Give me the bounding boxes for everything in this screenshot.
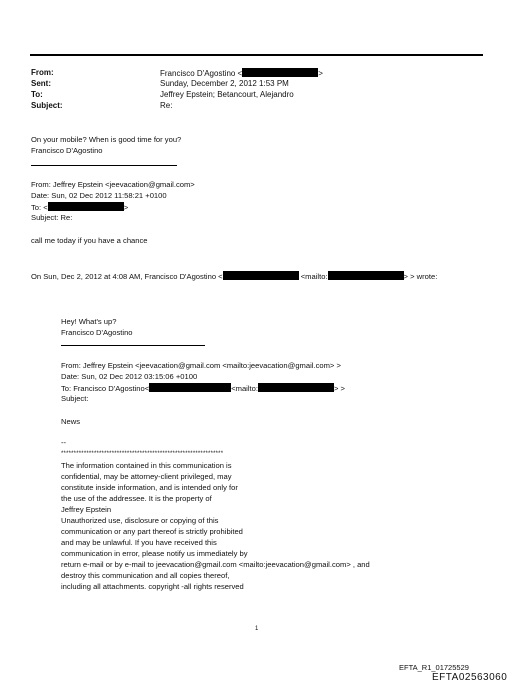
body-signature: Francisco D'Agostino	[31, 146, 103, 155]
quote3-from: From: Jeffrey Epstein <jeevacation@gmail.com <mailto:jeevacation@gmail.com> >	[61, 361, 341, 370]
quote2-signature: Francisco D'Agostino	[61, 328, 133, 337]
wrote-suffix: > > wrote:	[403, 272, 438, 281]
quote3-subject: Subject:	[61, 394, 89, 403]
subject-label: Subject:	[31, 101, 63, 110]
quote1-from: From: Jeffrey Epstein <jeevacation@gmail.com>	[31, 180, 195, 189]
quote3-to-mailto: <mailto:	[231, 384, 258, 393]
page-number: 1	[255, 626, 259, 632]
quote1-subject: Subject: Re:	[31, 213, 73, 222]
sent-row	[31, 79, 51, 89]
from-value	[160, 68, 323, 79]
bates-number-large: EFTA02563060	[432, 672, 508, 683]
disclaimer-line: The information contained in this communication is	[61, 461, 232, 470]
disclaimer-line: Unauthorized use, disclosure or copying of this	[61, 516, 219, 525]
quote1-to-prefix: To: <	[31, 203, 48, 212]
to-value: Jeffrey Epstein; Betancourt, Alejandro	[160, 90, 294, 99]
sent-label: Sent:	[31, 79, 51, 88]
quote3-to-suffix: > >	[334, 384, 345, 393]
redaction-block	[242, 68, 318, 77]
quote1-to	[31, 202, 128, 213]
from-name: Francisco D'Agostino <	[160, 69, 243, 78]
wrote-mailto: <mailto:	[300, 272, 328, 281]
quote3-date: Date: Sun, 02 Dec 2012 03:15:06 +0100	[61, 372, 198, 381]
disclaimer-line: constitute inside information, and is intended only for	[61, 483, 238, 492]
wrote-line	[31, 271, 437, 282]
disclaimer-line: communication in error, please notify us immediately by	[61, 549, 248, 558]
sent-value: Sunday, December 2, 2012 1:53 PM	[160, 79, 289, 88]
subject-row	[31, 101, 63, 111]
from-row	[31, 68, 54, 78]
from-suffix: >	[318, 69, 323, 78]
redaction-block	[223, 271, 299, 280]
redaction-block	[48, 202, 124, 211]
separator-2	[61, 345, 205, 346]
redaction-block	[328, 271, 404, 280]
quote1-date: Date: Sun, 02 Dec 2012 11:58:21 +0100	[31, 191, 167, 200]
redaction-block	[149, 383, 231, 392]
signature-dashes: --	[61, 438, 67, 447]
wrote-prefix: On Sun, Dec 2, 2012 at 4:08 AM, Francisco D'Agostino <	[31, 272, 223, 281]
quote1-to-suffix: >	[123, 203, 129, 212]
body-line-1: On your mobile? When is good time for you?	[31, 135, 182, 144]
disclaimer-line: communication or any part thereof is strictly prohibited	[61, 527, 243, 536]
quote3-to	[61, 383, 345, 394]
disclaimer-line: return e-mail or by e-mail to jeevacation@gmail.com <mailto:jeevacation@gmail.com> , and	[61, 560, 370, 569]
to-label: To:	[31, 90, 43, 99]
quote3-message: News	[61, 417, 80, 426]
bates-number-small: EFTA_R1_01725529	[399, 663, 469, 672]
redaction-block	[258, 383, 334, 392]
disclaimer-line: including all attachments. copyright -all rights reserved	[61, 582, 244, 591]
quote1-message: call me today if you have a chance	[31, 236, 148, 245]
separator-1	[31, 165, 177, 166]
disclaimer-line: Jeffrey Epstein	[61, 505, 112, 514]
to-row	[31, 90, 43, 100]
disclaimer-line: destroy this communication and all copies thereof,	[61, 571, 230, 580]
quote3-to-prefix: To: Francisco D'Agostino<	[61, 384, 150, 393]
quote2-line-1: Hey! What's up?	[61, 317, 117, 326]
disclaimer-line: and may be unlawful. If you have received this	[61, 538, 217, 547]
stars-divider: ****************************************************************	[61, 451, 224, 457]
disclaimer-line: the use of the addressee. It is the property of	[61, 494, 212, 503]
header-top-rule	[30, 54, 483, 56]
disclaimer-line: confidential, may be attorney-client privileged, may	[61, 472, 232, 481]
from-label: From:	[31, 68, 54, 77]
subject-value: Re:	[160, 101, 173, 110]
